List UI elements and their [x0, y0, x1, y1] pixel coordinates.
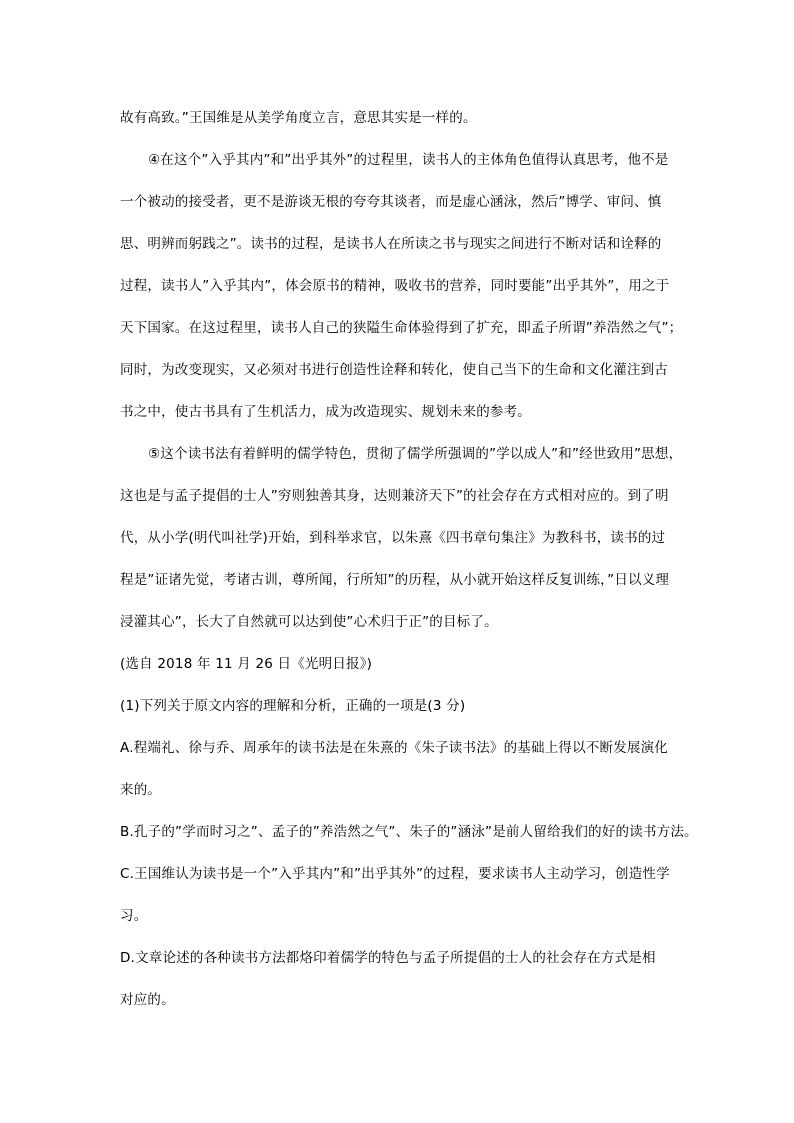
paragraph-5-line-1: ⑤这个读书法有着鲜明的儒学特色，贯彻了儒学所强调的”学以成人”和”经世致用”思想，: [148, 446, 683, 462]
paragraph-4-line-6: 同时，为改变现实，又必须对书进行创造性诠释和转化，使自己当下的生命和文化灌注到古: [120, 362, 668, 378]
paragraph-3-line-end: 故有高致。”王国维是从美学角度立言，意思其实是一样的。: [120, 110, 477, 126]
paragraph-4-line-2: 一个被动的接受者，更不是游谈无根的夸夸其谈者，而是虚心涵泳，然后”博学、审问、慎: [120, 194, 662, 210]
option-b: B.孔子的”学而时习之”、孟子的”养浩然之气”、朱子的”涵泳”是前人留给我们的好的读书方法。: [120, 824, 698, 840]
paragraph-4-line-1: ④在这个”入乎其内”和”出乎其外”的过程里，读书人的主体角色值得认真思考，他不是: [148, 152, 669, 168]
paragraph-5-line-2: 这也是与孟子提倡的士人”穷则独善其身，达则兼济天下”的社会存在方式相对应的。到了明: [120, 488, 669, 504]
paragraph-4-line-7: 书之中，使古书具有了生机活力，成为改造现实、规划未来的参考。: [120, 404, 531, 420]
paragraph-4-line-4: 过程，读书人”入乎其内”，体会原书的精神，吸收书的营养，同时要能”出乎其外”，用之于: [120, 278, 670, 294]
option-d-line-1: D.文章论述的各种读书方法都烙印着儒学的特色与孟子所提倡的士人的社会存在方式是相: [120, 950, 656, 966]
option-a-line-2: 来的。: [120, 782, 162, 798]
option-d-line-2: 对应的。: [120, 992, 175, 1008]
paragraph-4-line-5: 天下国家。在这过程里，读书人自己的狭隘生命体验得到了扩充，即孟子所谓”养浩然之气”；: [120, 320, 683, 336]
paragraph-5-line-5: 浸灌其心”，长大了自然就可以达到使”心术归于正”的目标了。: [120, 614, 498, 630]
paragraph-5-line-3: 代，从小学(明代叫社学)开始，到科举求官，以朱熹《四书章句集注》为教科书，读书的过: [120, 530, 666, 546]
option-c-line-2: 习。: [120, 908, 148, 924]
option-a-line-1: A.程端礼、徐与乔、周承年的读书法是在朱熹的《朱子读书法》的基础上得以不断发展演化: [120, 740, 668, 756]
paragraph-5-line-4: 程是”证诸先觉，考诸古训，尊所闻，行所知”的历程，从小就开始这样反复训练，”日以义理: [120, 572, 670, 588]
source-citation: (选自 2018 年 11 月 26 日《光明日报》): [120, 656, 373, 672]
question-1-stem: (1)下列关于原文内容的理解和分析，正确的一项是(3 分): [120, 698, 466, 714]
paragraph-4-line-3: 思、明辨而躬践之”。读书的过程，是读书人在所读之书与现实之间进行不断对话和诠释的: [120, 236, 662, 252]
option-c-line-1: C.王国维认为读书是一个”入乎其内”和”出乎其外”的过程，要求读书人主动学习，创造性学: [120, 866, 670, 882]
